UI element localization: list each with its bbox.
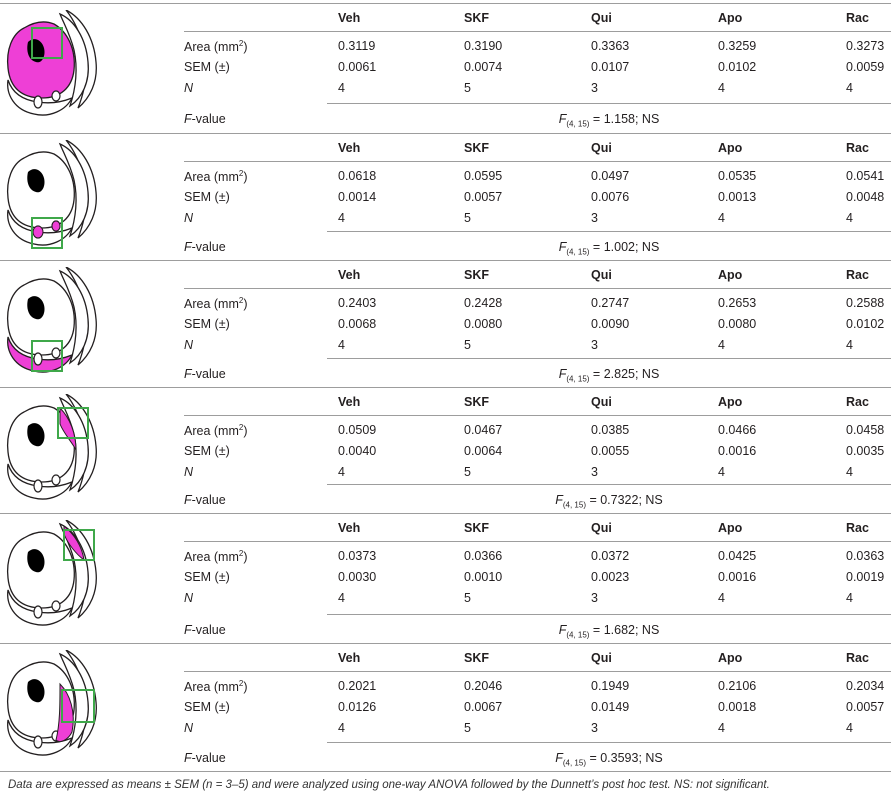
sem-value: 0.0030 — [338, 570, 377, 584]
row-label-n: N — [184, 721, 194, 735]
brain-section-region-2-icon — [2, 140, 102, 250]
sem-value: 0.0061 — [338, 60, 377, 74]
region-thumbnail — [2, 650, 102, 760]
f-value-result: $F_{(4, 15)} = 1.002$; NS — [558, 240, 660, 257]
f-value-result: $F_{(4, 15)} = 2.825$; NS — [558, 367, 660, 384]
sem-value: 0.0057 — [464, 190, 503, 204]
column-header-apo: Apo — [718, 395, 743, 409]
column-header-qui: Qui — [591, 268, 612, 282]
sem-value: 0.0057 — [846, 700, 885, 714]
column-header-apo: Apo — [718, 11, 743, 25]
f-value-label: F-value — [184, 623, 226, 637]
row-label-n: N — [184, 81, 194, 95]
f-value-result: $F_{(4, 15)} = 0.7322$; NS — [555, 493, 663, 510]
n-value: 5 — [464, 721, 471, 735]
sem-value: 0.0059 — [846, 60, 885, 74]
column-header-veh: Veh — [338, 395, 361, 409]
area-value: 0.0618 — [338, 169, 377, 183]
row-label-sem: SEM (±) — [184, 317, 230, 331]
row-label-area: Area $(mm^2)$ — [184, 39, 248, 55]
f-rule — [327, 614, 891, 615]
n-value: 4 — [338, 721, 345, 735]
table-bottom-rule — [0, 771, 891, 772]
region-block — [0, 3, 891, 132]
column-header-veh: Veh — [338, 651, 361, 665]
area-value: 0.0467 — [464, 423, 503, 437]
sem-value: 0.0064 — [464, 444, 503, 458]
region-stats-table — [184, 644, 891, 771]
sem-value: 0.0067 — [464, 700, 503, 714]
sem-value: 0.0048 — [846, 190, 885, 204]
f-value-label: F-value — [184, 112, 226, 126]
n-value: 4 — [718, 211, 725, 225]
sem-value: 0.0068 — [338, 317, 377, 331]
region-stats-table — [184, 514, 891, 643]
row-label-sem: SEM (±) — [184, 700, 230, 714]
column-header-apo: Apo — [718, 651, 743, 665]
row-label-area: Area $(mm^2)$ — [184, 423, 248, 439]
region-block — [0, 643, 891, 771]
f-value-label: F-value — [184, 751, 226, 765]
n-value: 5 — [464, 591, 471, 605]
n-value: 4 — [846, 338, 853, 352]
region-thumbnail — [2, 520, 102, 630]
n-value: 3 — [591, 465, 598, 479]
column-header-apo: Apo — [718, 268, 743, 282]
f-rule — [327, 742, 891, 743]
area-value: 0.2403 — [338, 296, 377, 310]
n-value: 4 — [338, 591, 345, 605]
area-value: 0.0541 — [846, 169, 885, 183]
area-value: 0.0509 — [338, 423, 377, 437]
n-value: 4 — [718, 721, 725, 735]
n-value: 4 — [338, 338, 345, 352]
header-rule — [184, 415, 891, 416]
column-header-skf: SKF — [464, 11, 489, 25]
area-value: 0.0425 — [718, 549, 757, 563]
area-value: 0.3363 — [591, 39, 630, 53]
n-value: 4 — [718, 591, 725, 605]
column-header-qui: Qui — [591, 651, 612, 665]
sem-value: 0.0107 — [591, 60, 630, 74]
n-value: 4 — [338, 81, 345, 95]
area-value: 0.2747 — [591, 296, 630, 310]
row-label-sem: SEM (±) — [184, 570, 230, 584]
region-stats-table — [184, 388, 891, 513]
f-value-result: $F_{(4, 15)} = 1.158$; NS — [558, 112, 660, 129]
row-label-sem: SEM (±) — [184, 60, 230, 74]
region-block — [0, 387, 891, 513]
sem-value: 0.0055 — [591, 444, 630, 458]
f-value-label: F-value — [184, 240, 226, 254]
row-label-area: Area $(mm^2)$ — [184, 169, 248, 185]
region-stats-table — [184, 261, 891, 387]
brain-section-region-5-icon — [2, 520, 102, 630]
n-value: 5 — [464, 338, 471, 352]
header-rule — [184, 288, 891, 289]
f-value-label: F-value — [184, 367, 226, 381]
area-value: 0.0363 — [846, 549, 885, 563]
sem-value: 0.0035 — [846, 444, 885, 458]
brain-section-region-3-icon — [2, 267, 102, 377]
column-header-qui: Qui — [591, 395, 612, 409]
area-value: 0.2021 — [338, 679, 377, 693]
column-header-skf: SKF — [464, 521, 489, 535]
n-value: 3 — [591, 211, 598, 225]
header-rule — [184, 161, 891, 162]
area-value: 0.2034 — [846, 679, 885, 693]
row-label-sem: SEM (±) — [184, 190, 230, 204]
n-value: 4 — [846, 81, 853, 95]
sem-value: 0.0018 — [718, 700, 757, 714]
row-label-area: Area $(mm^2)$ — [184, 679, 248, 695]
column-header-skf: SKF — [464, 141, 489, 155]
sem-value: 0.0102 — [846, 317, 885, 331]
row-label-area: Area $(mm^2)$ — [184, 296, 248, 312]
row-label-n: N — [184, 338, 194, 352]
row-label-area: Area $(mm^2)$ — [184, 549, 248, 565]
area-value: 0.2653 — [718, 296, 757, 310]
n-value: 5 — [464, 211, 471, 225]
f-rule — [327, 231, 891, 232]
sem-value: 0.0014 — [338, 190, 377, 204]
column-header-rac: Rac — [846, 521, 869, 535]
sem-value: 0.0016 — [718, 570, 757, 584]
header-rule — [184, 31, 891, 32]
brain-section-region-4-icon — [2, 394, 102, 504]
region-block — [0, 133, 891, 260]
area-value: 0.0595 — [464, 169, 503, 183]
sem-value: 0.0016 — [718, 444, 757, 458]
column-header-qui: Qui — [591, 521, 612, 535]
brain-section-region-6-icon — [2, 650, 102, 760]
n-value: 3 — [591, 721, 598, 735]
n-value: 5 — [464, 465, 471, 479]
sem-value: 0.0023 — [591, 570, 630, 584]
column-header-rac: Rac — [846, 141, 869, 155]
sem-value: 0.0074 — [464, 60, 503, 74]
column-header-apo: Apo — [718, 521, 743, 535]
column-header-veh: Veh — [338, 141, 361, 155]
sem-value: 0.0090 — [591, 317, 630, 331]
area-value: 0.3273 — [846, 39, 885, 53]
area-value: 0.0373 — [338, 549, 377, 563]
sem-value: 0.0019 — [846, 570, 885, 584]
sem-value: 0.0080 — [718, 317, 757, 331]
area-value: 0.0458 — [846, 423, 885, 437]
sem-value: 0.0010 — [464, 570, 503, 584]
area-value: 0.3190 — [464, 39, 503, 53]
f-rule — [327, 484, 891, 485]
n-value: 3 — [591, 338, 598, 352]
f-value-label: F-value — [184, 493, 226, 507]
header-rule — [184, 541, 891, 542]
n-value: 4 — [718, 81, 725, 95]
area-value: 0.2588 — [846, 296, 885, 310]
area-value: 0.0385 — [591, 423, 630, 437]
f-value-result: $F_{(4, 15)} = 1.682$; NS — [558, 623, 660, 640]
area-value: 0.1949 — [591, 679, 630, 693]
n-value: 4 — [718, 465, 725, 479]
column-header-veh: Veh — [338, 268, 361, 282]
area-value: 0.2428 — [464, 296, 503, 310]
area-value: 0.0372 — [591, 549, 630, 563]
n-value: 5 — [464, 81, 471, 95]
column-header-rac: Rac — [846, 268, 869, 282]
region-thumbnail — [2, 267, 102, 377]
area-value: 0.0535 — [718, 169, 757, 183]
area-value: 0.2046 — [464, 679, 503, 693]
n-value: 4 — [846, 211, 853, 225]
sem-value: 0.0149 — [591, 700, 630, 714]
column-header-skf: SKF — [464, 651, 489, 665]
n-value: 4 — [338, 465, 345, 479]
column-header-skf: SKF — [464, 268, 489, 282]
area-value: 0.0466 — [718, 423, 757, 437]
row-label-n: N — [184, 465, 194, 479]
region-stats-table — [184, 134, 891, 260]
n-value: 4 — [718, 338, 725, 352]
sem-value: 0.0013 — [718, 190, 757, 204]
column-header-rac: Rac — [846, 11, 869, 25]
table-footnote: Data are expressed as means ± SEM (n = 3–5) and were analyzed using one-way ANOVA followed by the Dunnett’s post hoc test. NS: not significant. — [8, 779, 770, 791]
column-header-rac: Rac — [846, 395, 869, 409]
region-thumbnail — [2, 140, 102, 250]
column-header-apo: Apo — [718, 141, 743, 155]
sem-value: 0.0080 — [464, 317, 503, 331]
region-block — [0, 260, 891, 387]
region-stats-table — [184, 4, 891, 132]
f-rule — [327, 103, 891, 104]
sem-value: 0.0102 — [718, 60, 757, 74]
area-value: 0.0366 — [464, 549, 503, 563]
column-header-veh: Veh — [338, 521, 361, 535]
region-block — [0, 513, 891, 643]
f-value-result: $F_{(4, 15)} = 0.3593$; NS — [555, 751, 663, 768]
brain-section-region-1-icon — [2, 10, 102, 120]
area-value: 0.0497 — [591, 169, 630, 183]
area-value: 0.2106 — [718, 679, 757, 693]
row-label-n: N — [184, 591, 194, 605]
area-value: 0.3119 — [338, 39, 376, 53]
sem-value: 0.0126 — [338, 700, 377, 714]
n-value: 4 — [846, 721, 853, 735]
sem-value: 0.0076 — [591, 190, 630, 204]
column-header-veh: Veh — [338, 11, 361, 25]
region-thumbnail — [2, 394, 102, 504]
column-header-skf: SKF — [464, 395, 489, 409]
n-value: 4 — [846, 591, 853, 605]
n-value: 4 — [338, 211, 345, 225]
header-rule — [184, 671, 891, 672]
row-label-sem: SEM (±) — [184, 444, 230, 458]
n-value: 4 — [846, 465, 853, 479]
n-value: 3 — [591, 591, 598, 605]
row-label-n: N — [184, 211, 194, 225]
region-thumbnail — [2, 10, 102, 120]
column-header-rac: Rac — [846, 651, 869, 665]
area-value: 0.3259 — [718, 39, 757, 53]
n-value: 3 — [591, 81, 598, 95]
column-header-qui: Qui — [591, 141, 612, 155]
f-rule — [327, 358, 891, 359]
sem-value: 0.0040 — [338, 444, 377, 458]
column-header-qui: Qui — [591, 11, 612, 25]
